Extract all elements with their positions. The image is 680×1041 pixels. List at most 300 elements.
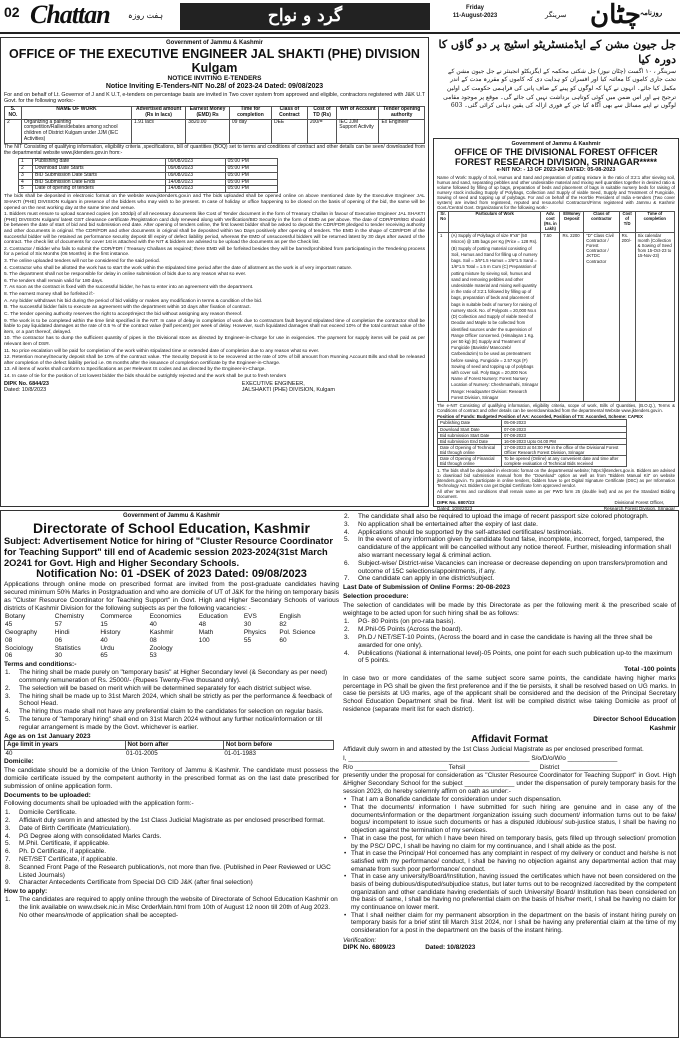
- condition-para: 7. As soon as the contract is fixed with the successful bidder, he has to enter into an agreement with the department.: [4, 285, 254, 291]
- item-text: Ph.D./ NET/SET-10 Points, (Across the board and in case the candidate is having all the three shall be awarded for one only).: [358, 633, 653, 649]
- table-cell: 05:00 PM: [225, 172, 277, 179]
- item-text: PG Degree along with consolidated Marks Cards.: [19, 832, 162, 840]
- item-text: Ph. D Certificate, if applicable.: [19, 848, 107, 856]
- table-cell: 07-08-2023: [501, 432, 626, 438]
- item-number: 1.: [344, 618, 350, 626]
- condition-para: 9. The work is to be completed within the time limit specified in the NIT. In case of delay in completion of work due to contractors fault beyond stipulated time of completion the contractor shall be liable to pay liquidated damages at the rate of 0.5 % of the contract value (half percent) per week of delay. However, such liquidated damages shall not exceed 10% of the total contract value of the item, or a part thereof, delayed.: [4, 318, 425, 335]
- signatory-line: Research Forest Division, Srinagar: [603, 505, 675, 511]
- list-item: [343, 618, 676, 626]
- forest-para: All other terms and conditions shall remain same as per PWD form 25 (double leaf) and as per the Standard Bidding Document.: [437, 489, 675, 500]
- table-cell: 05-08-2023: [501, 420, 626, 426]
- table-cell: 07-08-2023: [501, 426, 626, 432]
- application-rules-list: [343, 513, 676, 583]
- table-cell: [278, 645, 334, 653]
- item-number: 3.: [5, 692, 11, 700]
- list-item: [4, 848, 339, 856]
- list-item: [343, 521, 676, 529]
- item-text: The candidate shall also be required to upload the image of recent passport size colored photograph.: [358, 513, 649, 520]
- urdu-body: سرینگر ، ۱۰ اگست (چٹان نیوز) جل شکتی محکمہ کے ایگزیکٹو انجینئر نے جل جیون مشن کے تحت جاری کاموں کا معائنہ کیا اور افسران کو ہدایت دی کہ کاموں کو مقررہ مدت کے اندر مکمل کیا جائے۔ انہوں نے کہا کہ لوگوں کو پینے کے صاف پانی کی فراہمی حکومت کی اولین ترجیح ہے اور اس ضمن میں کوئی کوتاہی برداشت نہیں کی جائے گی۔ موقع پر موجود مقامی لوگوں نے اپنے مسائل سے بھی آگاہ کیا جن کے فوری ازالہ کی یقین دہانی کرائی گئی۔ 603: [443, 67, 676, 110]
- condition-para: 14. In case of tie for the position of 1st lowest bidder the bids should be outrightly rejected and the work shall be put to fresh tenders: [4, 373, 287, 379]
- table-cell: 30: [54, 652, 63, 660]
- condition-para: A. Any bidder withdraws his bid during the period of bid validity or makes any modification in terms & condition of the bid.: [4, 298, 263, 304]
- table-cell: 3820.00: [186, 119, 230, 144]
- right-sub-label: سرینگر: [545, 12, 567, 19]
- table-cell: Sociology: [5, 644, 34, 652]
- table-cell: Commerce: [100, 613, 133, 621]
- school-notification: Notification No: 01 -DSEK of 2023 Dated: 09/08/2023: [36, 568, 307, 581]
- jal-shakti-notice: NOTICE INVITING E-TENDERS: [167, 75, 262, 83]
- item-text: M.Phil-05 Points (Across the board).: [358, 626, 463, 634]
- docs-title: Documents to be uploaded:: [4, 791, 91, 799]
- signatory-line: EXECUTIVE ENGINEER,: [241, 380, 305, 387]
- table-cell: 09/08/2023: [165, 172, 225, 179]
- director-line: Kashmir: [649, 725, 676, 733]
- forest-work-table: [437, 211, 675, 402]
- list-item: [343, 626, 676, 634]
- forest-intro: Name of Work: Supply of Soil, Humus and Sand and preparation of potting mixture in the ratio of 3:2:1 after sieving soil, humus and sand, separating pebbles and other undesirable material and mixing well quantities together in desired ratio & volume followed by filling of up bags, preparation of beds and placement of bags in suitable nursery beds for raising of nursery stock including Supply of Polybags, Collection and Supply of viable Seed, Supply and Treatment of Fungicide, Sowing of seed and topping up of polybags. For and on behalf of the Hon'ble President of India e-tenders (Two cover system) are invited from registered, reputed and resourceful Contractors/Firms registered with Jammu & Kashmir Govt./Central Govt. Organizations for the following work:-: [437, 174, 675, 211]
- table-cell: 09/08/2023: [165, 165, 225, 172]
- table-header: S. NO.: [5, 106, 22, 119]
- item-text: The tenure of "temporary hiring" shall end on 31st March 2024 without any further notice/information or till regular arrangement is made by the Govt. whichever is earlier.: [19, 715, 323, 731]
- table-cell: Chemistry: [54, 613, 85, 621]
- item-number: 1.: [5, 809, 11, 817]
- item-number: 5.: [344, 536, 350, 544]
- table-row: [4, 629, 334, 637]
- jal-shakti-work-table: [4, 106, 425, 144]
- table-cell: 05:00 PM: [225, 158, 277, 165]
- item-number: 4.: [5, 832, 11, 840]
- apply-list: [4, 896, 339, 919]
- signatory-line: Divisional Forest Officer,: [614, 500, 665, 506]
- table-cell: Zoology: [149, 644, 173, 652]
- table-row: [438, 455, 627, 466]
- list-item: [4, 879, 339, 887]
- dipk-number: DIPK No. 6809/23: [343, 944, 396, 952]
- list-item: [4, 864, 339, 880]
- list-item: [343, 536, 676, 559]
- table-cell: Download Start Date: [438, 426, 502, 432]
- table-cell: 06: [5, 652, 13, 660]
- condition-para: C. The tender opening authority reserves the right to accept/reject the bid without assigning any reason thereof.: [4, 311, 243, 317]
- table-cell: 2: [5, 119, 22, 144]
- table-cell: 7.50: [541, 233, 560, 402]
- table-cell: DEE: [271, 119, 307, 144]
- masthead: [0, 0, 680, 34]
- table-cell: 2: [19, 165, 33, 172]
- selection-intro: The selection of candidates will be made by this Directorate as per the following merit & the prescribed scale of weightage to be acted upon for such hiring shall be as follows:: [343, 601, 676, 617]
- table-cell: History: [100, 629, 121, 637]
- item-text: Subject-wise/ District-wise Vacancies can increase or decrease depending on upon transfers/promotion and outcome of 15C selections/appointments, if any.: [358, 559, 668, 575]
- dipk-number: DIPK No. 6807/23: [437, 500, 475, 506]
- item-number: 5.: [5, 715, 11, 723]
- school-left-column: [4, 513, 339, 1035]
- table-row: [5, 119, 425, 144]
- domicile-text: The candidate should be a domicile of the Union Territory of Jammu & Kashmir. The candidate must possess the domicile certificate issued by the competent authority in the prescribed format as on the last date prescribed for submission of online application form.: [4, 767, 339, 790]
- table-header-row: [5, 106, 425, 119]
- table-cell: Kashmir: [149, 629, 174, 637]
- last-date: Last Date of Submission of Online Forms: 20-08-2023: [343, 584, 511, 592]
- item-number: 4.: [5, 708, 11, 716]
- item-text: Domicile Certificate.: [19, 809, 77, 817]
- affidavit-point: • That in case the Principal/ HoI concerned has any complaint in respect of my delivery or conduct and he/she is not satisfied with my performance/ conduct, I shall be having no objection against any departmental action that may emanate from such poor performance/ conduct.: [343, 850, 676, 873]
- table-cell: 5: [19, 186, 33, 193]
- list-item: [4, 716, 339, 732]
- right-logo: چٹان: [590, 0, 641, 30]
- item-text: Date of Birth Certificate (Matriculation).: [19, 824, 131, 832]
- table-row: [4, 637, 334, 645]
- docs-list: [4, 809, 339, 887]
- table-cell: Rs. 2200: [560, 233, 584, 402]
- table-cell: Pol. Science: [279, 629, 316, 637]
- table-cell: Bid submission End Date: [438, 438, 502, 444]
- table-header: Adv. cost (Rs. in Lakh): [541, 212, 560, 233]
- issue-date: [440, 4, 510, 20]
- total-points: Total -100 points: [624, 666, 676, 674]
- condition-para: 5. The department shall not be responsible for delay in online submission of bids due to any reason what so ever.: [4, 272, 247, 278]
- item-number: 5.: [5, 840, 11, 848]
- domicile-title: Domicile:: [4, 758, 34, 766]
- age-title: Age as on 1st January 2023: [4, 732, 91, 740]
- table-cell: 40: [5, 749, 13, 757]
- affidavit-point: • That the documents/ information I have submitted for such hiring are genuine and in case any of the documents/information or the department /organization issuing such document/ information turns out to be fake/ bogus/ incompetent to issue such documents or has a disputed /dubious/ sub-justice status, I shall be having no objection against the termination of my services.: [343, 804, 676, 835]
- table-header: Cost of T/D: [619, 212, 635, 233]
- school-title: Directorate of School Education, Kashmir: [33, 520, 310, 537]
- table-cell: 09 day: [229, 119, 271, 144]
- table-cell: 14/08/2023: [165, 179, 225, 186]
- list-item: [4, 840, 339, 848]
- affidavit-point: • That in case the post, for which I have been hired on temporary basis, gets filled up through selection/ promotion by the PSC/ DPC, I shall be having no claim for my continuance, and I shall abide as the post.: [343, 835, 676, 850]
- table-header: E/Money Deposit: [560, 212, 584, 233]
- table-cell: 48: [198, 621, 207, 629]
- table-cell: Rs. 200/-: [619, 233, 635, 402]
- table-header: Particulars of Work: [449, 212, 541, 233]
- table-header: Class of contractor: [584, 212, 619, 233]
- table-header: Sr. No: [438, 212, 449, 233]
- item-number: 2.: [5, 684, 11, 692]
- table-cell: 1.91 lacs: [131, 119, 185, 144]
- affidavit-text: presently under the proposal for consideration as "Cluster Resource Coordinator for Teaching Support" in Govt. High &Higher Secondary School for the subject ______________ under the dispensation of purely temporary basis for the session 2023, do hereby solemnly affirm on oath as under:-: [343, 772, 676, 795]
- list-item: [4, 817, 339, 825]
- page-number: 02: [4, 4, 20, 20]
- table-cell: Statistics: [54, 644, 81, 652]
- condition-para: 2. Contractor / Bidder who fails to submit the CDR/FDR / Treasury Challans as required; there EMD will be forfeited besides they will be barred/prohibited from participating in the Tendering process for a period of Six Months (06 Months) in the first instance.: [4, 246, 425, 258]
- table-header: WH of Account: [337, 106, 379, 119]
- table-cell: [243, 645, 279, 653]
- verification-label: Verification:: [343, 936, 377, 944]
- terms-list: [4, 669, 339, 731]
- affidavit-point: • That in case any university/Board/Institution, having issued the certificates which have not been considered on the basis of being dubious/disputed/subjudice status, but later turns out to be recognized /accredited by the competent organization and other candidate having credentials of such University/ Board/ Institution has been considered on the basis of same, I shall be having no preferential claim on the basis of his/her merit, I shall be having no claim for my continuance on lower merit.: [343, 873, 676, 911]
- table-cell: 65: [100, 652, 108, 660]
- table-cell: Date of Opening of Financial Bid through online: [438, 455, 502, 466]
- table-cell: BID Submission Date Starts: [33, 172, 166, 179]
- item-text: One candidate can apply in one district/subject.: [358, 575, 495, 583]
- table-cell: 01-01-2005: [126, 749, 158, 757]
- docs-intro: Following documents shall be uploaded with the application form:-: [4, 800, 194, 808]
- jal-shakti-ad: [0, 37, 429, 507]
- condition-para: The bids shall be deposited in electronic format on the website www.jktenders.gov.in and The bids uploaded shall be opened online on above mentioned date by the Executive Engineer JAL SHAKTI (PHE) DIVISION Kulgam in presence of the bidders who may wish to be present. In case of holiday or office happening to be closed on the basis of opening of the bid, the same will be opened on the next working day at the same time and venue.: [4, 194, 425, 211]
- table-cell: Economics: [149, 613, 182, 621]
- table-cell: To be opened (Online) at any convenient date and time after complete evaluation of Technical Bids received: [501, 455, 626, 466]
- table-cell: 45: [5, 621, 13, 629]
- selection-title: Selection procedure:: [343, 593, 409, 601]
- school-footer: [343, 944, 676, 952]
- affidavit-name-line: I, ___________________________________________________ S/o/D/o/W/o ______________: [343, 754, 618, 762]
- table-cell: 4: [19, 179, 33, 186]
- table-cell: BID Submission Date Ends: [33, 179, 166, 186]
- table-cell: Publishing date: [33, 158, 166, 165]
- dipk-number: DIPK No. 6844/23: [4, 380, 49, 387]
- table-cell: 05:00 PM: [225, 186, 277, 193]
- table-cell: Date of opening of tenders: [33, 186, 166, 193]
- urdu-news-item: [433, 38, 678, 136]
- condition-para: 8. The earnest money shall be forfeited if:-: [4, 292, 95, 298]
- table-cell: English: [279, 613, 301, 621]
- table-cell: EVS: [243, 613, 257, 621]
- school-subject: Subject: Advertisement Notice for hiring of "Cluster Resource Coordinator for Teaching Support" till end of Academic session 2023-2024(31st March 2O241 for Govt. High and Higher Secondary Schools.: [4, 536, 333, 568]
- item-number: 2.: [344, 513, 350, 520]
- table-header: NAME OF WORK: [21, 106, 131, 119]
- signatory-line: JALSHAKTI (PHE) DIVISION, Kulgam: [241, 387, 335, 394]
- table-cell: "D" Class Civil Contractor / Forest Contractor / JKTDC Contractor: [584, 233, 619, 402]
- affidavit-intro: Affidavit duly sworn in and attested by the 1st Class Judicial Magistrate as per enclosed prescribed format.: [343, 746, 644, 754]
- item-text: The selection will be based on merit which will be determined separately for each district subject wise.: [19, 684, 312, 692]
- table-header: Not born after: [125, 741, 223, 749]
- table-row: [438, 233, 675, 402]
- item-number: 9.: [5, 879, 11, 887]
- table-cell: 1: [438, 233, 449, 402]
- terms-title: Terms and conditions:-: [4, 661, 77, 669]
- item-number: 1.: [5, 669, 11, 677]
- condition-para: 1. Bidders must ensure to upload scanned copies (on 100dpi) of all necessary documents like Cost of Tender document in the form of Treasury Challan in favour of Executive Engineer JAL SHAKTI (PHE) DIVISION Kulgam/ latest GST clearance certificate /Registration card duly renewed along with Verification/BID Security in the form of EMD as per above. The date of CDR/FDR/BG should be between the date of start of bid and bid submission end date. After opening of tenders online, the first lowest bidder shall be asked to deposit the CDR/FDR pledged to tender receiving authority and other documents in original. The CDR/FDR and other documents in original shall be deposited within two Days positively after opening of tenders. The EMD in the shape of CDR/FDR of the successful bidder will be retained as performance security deposit till expiry of defect liability period, whereas the EMD of unsuccessful bidders will be returned latest by 30 days after award of the contract. The check list of documents for cover 1st is attached with the NIT & bidders are advised to be upload the documents as per the Check list.: [4, 212, 425, 246]
- table-cell: Education: [198, 613, 228, 621]
- table-cell: [198, 652, 243, 660]
- item-text: The candidates are required to apply online through the website of Directorate of School Education Kashmir on the link available on www.dsek.nic.in Misc OrderMain.html from 10th of August 12 noon till 20th of Aug 2023. No other means/mode of application shall be accepted-: [19, 896, 338, 919]
- table-header: Age limit in years: [5, 741, 126, 749]
- list-item: [343, 529, 676, 537]
- jal-shakti-title: OFFICE OF THE EXECUTIVE ENGINEER JAL SHAKTI (PHE) DIVISION Kulgam: [9, 47, 420, 76]
- table-cell: 15: [100, 621, 108, 629]
- table-cell: 08: [5, 636, 13, 644]
- item-text: Scanned Front Page of the Research publication/s, not more than five. (Published in Peer Reviewed or UGC Listed Journals): [19, 863, 331, 879]
- list-item: [4, 825, 339, 833]
- table-header: Time of completion: [635, 212, 674, 233]
- table-cell: Date of Opening of Technical Bid through online: [438, 444, 502, 455]
- list-item: [343, 650, 676, 666]
- table-cell: Organizing a painting competition/Rallies/debates among school children of District Kulgam under JJM (IEC Activities): [21, 119, 131, 144]
- table-cell: [278, 652, 334, 660]
- item-text: Character Antecedents Certificate from Special DG CID J&K (after final selection): [19, 879, 253, 887]
- affidavit-address-line: R/o __________________________ Tehsil ____________________ District _________________: [343, 763, 622, 771]
- table-header: Earnest Money (EMD) Rs: [186, 106, 230, 119]
- school-gov: Government of Jammu & Kashmir: [122, 513, 221, 519]
- issue-date-value: 11-August-2023: [452, 13, 498, 19]
- logo-urdu-label: ہفت روزہ: [128, 11, 164, 20]
- table-cell: 82: [279, 621, 287, 629]
- list-item: [4, 669, 339, 685]
- condition-para: 4. Contractor who shall be allotted the work has to start the work within the stipulated time period after the date of allotment as the work is of very important nature.: [4, 265, 353, 271]
- table-header: Not born before: [223, 741, 333, 749]
- table-row: [19, 172, 278, 179]
- list-item: [4, 809, 339, 817]
- table-cell: 14/08/2023: [165, 186, 225, 193]
- item-number: 3.: [344, 520, 350, 528]
- table-cell: Math: [198, 629, 214, 637]
- forest-para: 1. The bids shall be deposited in electronic format on the departmental website; https://jktenders.gov.in. Bidders are advised to download bid submission manual from the "Download" option as well as from "Bidders Manual Kit" on website jktenders.gov.in. To participate in online tenders, bidders have to get Digital Signature Certificate (DSC) as per Information Technology Act. Bidders can get Digital Certificate form approved vendor.: [437, 467, 675, 489]
- table-header: Advertised amount (Rs in lacs): [131, 106, 185, 119]
- table-row: [19, 186, 278, 193]
- item-number: 8.: [5, 863, 11, 871]
- table-row: [5, 749, 334, 757]
- jal-shakti-note: The NIT Consisting of qualifying information, eligibility criteria ,specifications, bill of quantities (BOQ) set to terms and conditions of contract and other details can be seen/ downloaded from the departmental website www.jktenders.gov.in from:-: [4, 144, 425, 156]
- condition-para: B. The successful bidder fails to execute an agreement with the department within 10 days after fixation of contract.: [4, 305, 251, 311]
- list-item: [4, 833, 339, 841]
- table-row: [438, 444, 627, 455]
- table-cell: IEC JJM Support Activity: [337, 119, 379, 144]
- table-cell: Ex Engineer: [379, 119, 425, 144]
- list-item: [4, 856, 339, 864]
- item-number: 7.: [344, 575, 350, 583]
- item-number: 4.: [344, 528, 350, 536]
- forest-note: The e-NIT Consisting of qualifying information, eligibility criteria, scope of work, Bills of Quantities, (B.O.Q.), Terms & Conditions of contract and other details can be seen/downloaded from the departmental Website www.jktenders.gov.in.: [437, 403, 675, 414]
- condition-para: 10. The contractor has to dump the sufficient quantity of pipes in the Divisional store as directed by Engineer-in-Charge for use in exigencies. The payment for supply items will be paid as per relevant item of DSR.: [4, 336, 425, 347]
- item-text: M.Phil. Certificate, if applicable.: [19, 840, 110, 848]
- list-item: [4, 685, 339, 693]
- table-header: Time for completion: [229, 106, 271, 119]
- item-number: 7.: [5, 856, 11, 864]
- table-row: [4, 652, 334, 660]
- issue-day: Friday: [465, 5, 484, 11]
- item-number: 1.: [5, 896, 11, 904]
- table-cell: Geography: [5, 629, 38, 637]
- table-cell: 55: [243, 636, 252, 644]
- table-cell: Download Date Starts: [33, 165, 166, 172]
- affidavit-title: Affidavit Format: [471, 734, 548, 746]
- table-cell: 3: [19, 172, 33, 179]
- item-number: 4.: [344, 649, 350, 657]
- school-education-ad: [0, 510, 679, 1038]
- director-line: Director School Education: [593, 716, 676, 724]
- table-cell: 200/=: [307, 119, 336, 144]
- table-cell: 05:00 PM: [225, 179, 277, 186]
- condition-para: 12. Retention money/Security deposit shall be 10% of the contract value. The Security Deposit is to be recovered at the rate of 10% of bill amount from Running Account Bills and shall be released after completion of the defect liability period i.e. 06 months after the issuance of completion certificate by the Engineer-in-Charge.: [4, 355, 425, 366]
- table-cell: 40: [100, 636, 108, 644]
- age-table: [4, 740, 334, 757]
- urdu-headline: جل جیون مشن کے ایڈمنسٹریٹو اسٹیج پر دو گاؤں کا دورہ کیا: [438, 38, 676, 66]
- table-cell: 16-08-2023 Upto 04.00 PM: [501, 438, 626, 444]
- table-cell: Hindi: [54, 629, 70, 637]
- jal-shakti-intro: For and on behalf of Lt. Governor of J and K U.T, e-tenders on percentage basis are invited in Two cover system from approved and eligible, contractors registered with J&K U.T Govt. for the following works:-: [4, 91, 425, 105]
- school-intro: Applications through online mode on prescribed format are invited from the post-graduate candidates having secured minimum 50% Marks in Postgraduation and who are domicile of UT of J&K for the hiring on temporary basis as "Cluster Resource Coordinator for Teaching Support" in Govt. High and Higher Secondary Schools of various districts of Kashmir Division for the following subjects as per the following vacancies: -: [4, 581, 339, 612]
- list-item: [4, 708, 339, 716]
- jal-shakti-schedule: [18, 158, 278, 193]
- table-cell: Six calendar month (Collection & Sowing of Seed from 15-Oct-23 to 15-Nov-23): [635, 233, 674, 402]
- table-cell: 60: [279, 636, 287, 644]
- condition-para: 6. The tenders shall remain valid for 180 days.: [4, 278, 104, 284]
- table-cell: Physics: [243, 629, 267, 637]
- item-text: PG- 80 Points (on pro-rata basis).: [358, 618, 456, 626]
- table-cell: 1: [19, 158, 33, 165]
- item-number: 3.: [5, 824, 11, 832]
- table-cell: 53: [149, 652, 157, 660]
- item-number: 2.: [344, 626, 350, 634]
- newspaper-logo: Chattan: [30, 0, 110, 29]
- item-text: The hiring shall be made up to 31st March 2024, which shall be strictly as per the performance & feedback of School Head.: [19, 692, 332, 708]
- table-cell: 09/08/2023: [165, 158, 225, 165]
- forest-schedule: [437, 419, 627, 467]
- item-text: Publications (National & international level)-05 Points, one point for each such publication up-to the maximum of 5 points.: [358, 649, 673, 665]
- dated: Dated: 10/8/2023: [4, 387, 47, 394]
- forest-position-line: Position of Funds: Budgeted Position of AA: Accorded, Position of TS: Accorded, Scheme: CAPEX: [437, 414, 643, 420]
- forest-ad: [433, 138, 679, 511]
- table-cell: 30: [243, 621, 252, 629]
- item-text: Affidavit duly sworn in and attested by the 1st Class Judicial Magistrate as per enclosed prescribed format.: [19, 817, 325, 825]
- dated: Dated: 10/8/2023: [425, 944, 476, 952]
- table-cell: Bid submission Start Date: [438, 432, 502, 438]
- item-text: Applications should be supported by the self-attested certificates/ testimonials.: [358, 528, 584, 536]
- item-text: NET/SET Certificate, if applicable.: [19, 856, 118, 864]
- list-item: [4, 693, 339, 709]
- item-number: 2.: [5, 817, 11, 825]
- forest-title: OFFICE OF THE DIVISIONAL FOREST OFFICER FOREST RESEARCH DIVISION, SRINAGAR*****: [454, 147, 658, 168]
- list-item: [343, 560, 676, 576]
- school-right-column: [343, 513, 676, 1035]
- item-text: The hiring thus made shall not have any preferential claim to the candidates for selection on regular basis.: [19, 708, 324, 716]
- table-cell: 57: [54, 621, 63, 629]
- jal-shakti-footer: [4, 381, 425, 394]
- table-cell: Botany: [5, 613, 26, 621]
- table-cell: 08: [149, 636, 157, 644]
- table-cell: 100: [198, 636, 210, 644]
- section-title: گرد و نواح: [180, 3, 430, 30]
- item-number: 6.: [344, 559, 350, 567]
- item-text: In the event of any information given by candidate found false, incomplete, incorrect, forged, tampered, the candidature of the applicant will be cancelled without any notice thereof. Further, misleading information shall also warrant necessary legal & criminal action.: [358, 536, 671, 559]
- affidavit-point: • That I am a Bonafide candidate for consideration under such dispensation.: [343, 796, 676, 804]
- dated: Dated: 10/8/2023: [437, 505, 473, 511]
- jal-shakti-gov: Government of Jammu & Kashmir: [165, 40, 264, 46]
- list-item: [4, 896, 339, 919]
- apply-title: How to apply:: [4, 888, 48, 896]
- table-header-row: [438, 212, 675, 233]
- list-item: [343, 513, 676, 521]
- table-row: [4, 621, 334, 629]
- selection-list: [343, 618, 676, 665]
- table-cell: [198, 645, 243, 653]
- affidavit-point: • That I shall neither claim for my permanent absorption in the department on the basis of instant hiring purely on temporary basis for a brief stint till March 31st 2024, nor I shall be having any preferential claim at the time of my consideration for a post in the department on the basis of the instant hiring.: [343, 912, 676, 935]
- table-cell: (A) Supply of Polybags of size 9"x6" (50 Micron) @ 185 bags per Kg (Price = 128 Rs). (B) Supply of potting material consisting of Soil, Humus and Sand for filling up of nursery bags. Soil = 3/6*1.5 Humus = 2/6*1.5 Sand = 1/6*1.5 Total = 1.5 m Cum (C) Preparation of potting mixture by sieving soil, humus and sand and removing pebbles and other undesirable material and mixing well quantity in the ratio of 3:2:1 followed by filling up of bags, preparation of beds and placement of bags in suitable beds of nursery for raising of nursery stock. No. of Polypots = 20,000 No.s (D) Collection and Supply of viable Seed of Deodar and Maple to be collected from identified sources under the supervision of Range Officer concerned. (Himalayan 1 Kg. per 50 kg) (E) Supply and Treatment of Fungicide (Bavistin/ Mancozeb/ Carbendazim) to be used as pretreatment before sowing. Fungicide = 2.57 Kgs (F) Sowing of seed and topping up of polybags with cover soil. Poly Bags = 20,000 Nos Name of Forest Nursery: Forest Nursery Location of Nursery: Cheshmashahi, Srinagar Range: Headquarter Division: Research Forest Division, Srinagar: [449, 233, 541, 402]
- table-cell: 06: [54, 636, 63, 644]
- item-text: No application shall be entertained after the expiry of last date.: [358, 520, 538, 528]
- vacancy-table: [4, 613, 334, 660]
- forest-gov: Government of Jammu & Kashmir: [511, 141, 601, 147]
- table-header: Tender opening authority: [379, 106, 425, 119]
- item-text: The hiring shall be made purely on "temporary basis" at Higher Secondary level (& Secondary as per need) commonly remuneration of Rs. 25000/- (Rupees Twenty-Five thousand only).: [19, 669, 328, 684]
- condition-para: 11. No price escalation will be paid for completion of the work within stipulated time or extended date of completion due to any reason what so ever.: [4, 348, 320, 354]
- condition-para: 3. The online uploaded tenders will not be considered for the said period.: [4, 259, 161, 265]
- table-header-row: [5, 741, 334, 749]
- table-row: [4, 613, 334, 621]
- right-label: روزنامہ: [640, 10, 663, 17]
- table-cell: 05:00 PM: [225, 165, 277, 172]
- table-cell: Urdu: [100, 644, 115, 652]
- list-item: [343, 575, 676, 583]
- forest-nit: e-NIT NO: - 13 OF 2023-24 DATED: 05-08-2023: [496, 167, 616, 174]
- table-cell: 40: [149, 621, 157, 629]
- table-header: Cost of TD (Rs): [307, 106, 336, 119]
- list-item: [343, 634, 676, 650]
- table-cell: 17-08-2023 at 04:00 PM in the office of the Divisional Forest Officer Research Forest Division, Srinagar: [501, 444, 626, 455]
- condition-para: 13. All items of works shall conform to Specifications as per Relevant IS codes and as directed by the Engineer-in-Charge.: [4, 367, 266, 373]
- item-number: 3.: [344, 633, 350, 641]
